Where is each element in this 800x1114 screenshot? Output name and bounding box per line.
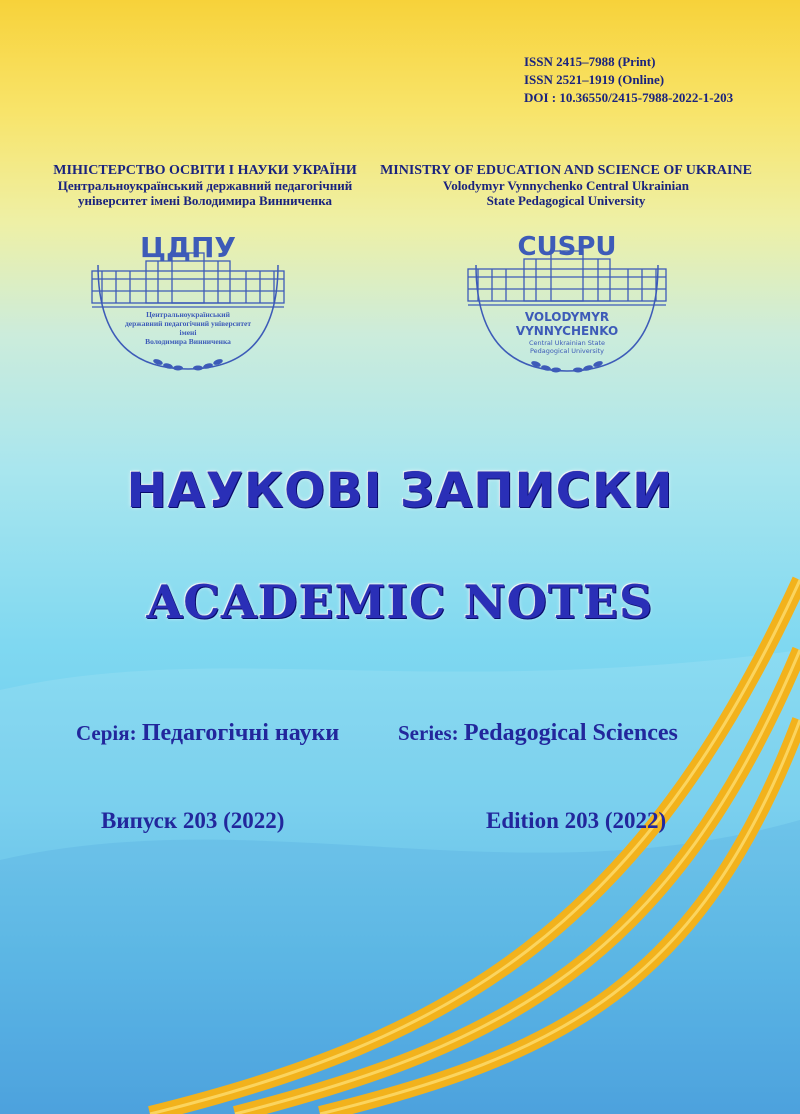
ukrainian-header	[40, 163, 370, 208]
issue-en: Edition 203 (2022)	[486, 808, 667, 833]
logo-ua-line4: Володимира Винниченка	[145, 337, 231, 346]
university-en-line1: Volodymyr Vynnychenko Central Ukrainian	[443, 178, 689, 193]
logo-en-line3: Central Ukrainian State	[528, 339, 606, 347]
series-en-value: Pedagogical Sciences	[463, 720, 678, 746]
series-ua	[76, 720, 339, 747]
logo-ua-line2: державний педагогічний університет	[124, 319, 252, 328]
series-en-label: Series:	[398, 721, 459, 745]
university-logo-ua	[88, 225, 288, 375]
series-en	[398, 720, 678, 747]
journal-title-ua: НАУКОВІ ЗАПИСКИ	[126, 463, 674, 519]
university-en-line2: State Pedagogical University	[486, 193, 646, 208]
ministry-en: MINISTRY OF EDUCATION AND SCIENCE OF UKRAINE	[380, 163, 752, 178]
university-building-icon	[92, 253, 284, 307]
issue-ua: Випуск 203 (2022)	[101, 808, 285, 833]
series-ua-label: Серія:	[76, 721, 137, 745]
logo-ua-acronym: ЦДПУ	[140, 231, 236, 264]
university-ua-line1: Центральноукраїнський державний педагогічний	[57, 178, 353, 193]
issn-print: ISSN 2415–7988 (Print)	[524, 54, 656, 69]
logo-en-line1: VOLODYMYR	[524, 310, 610, 324]
logo-en-line4: Pedagogical University	[529, 347, 605, 355]
journal-title-en: ACADEMIC NOTES	[146, 575, 654, 629]
issn-online: ISSN 2521–1919 (Online)	[524, 72, 665, 87]
series-ua-value: Педагогічні науки	[141, 720, 340, 746]
logo-en-acronym: CUSPU	[517, 232, 617, 262]
issn-block	[524, 53, 733, 107]
doi: DOI : 10.36550/2415-7988-2022-1-203	[524, 90, 734, 105]
logo-ua-line1: Центральноукраїнський	[146, 310, 230, 319]
logo-ua-line3: імені	[179, 328, 197, 337]
university-building-icon	[468, 251, 666, 305]
university-ua-line2: університет імені Володимира Винниченка	[77, 193, 333, 208]
english-header	[378, 163, 754, 208]
ministry-ua: МІНІСТЕРСТВО ОСВІТИ І НАУКИ УКРАЇНИ	[53, 163, 357, 178]
university-logo-en	[464, 225, 670, 375]
logo-en-line2: VYNNYCHENKO	[515, 324, 619, 338]
